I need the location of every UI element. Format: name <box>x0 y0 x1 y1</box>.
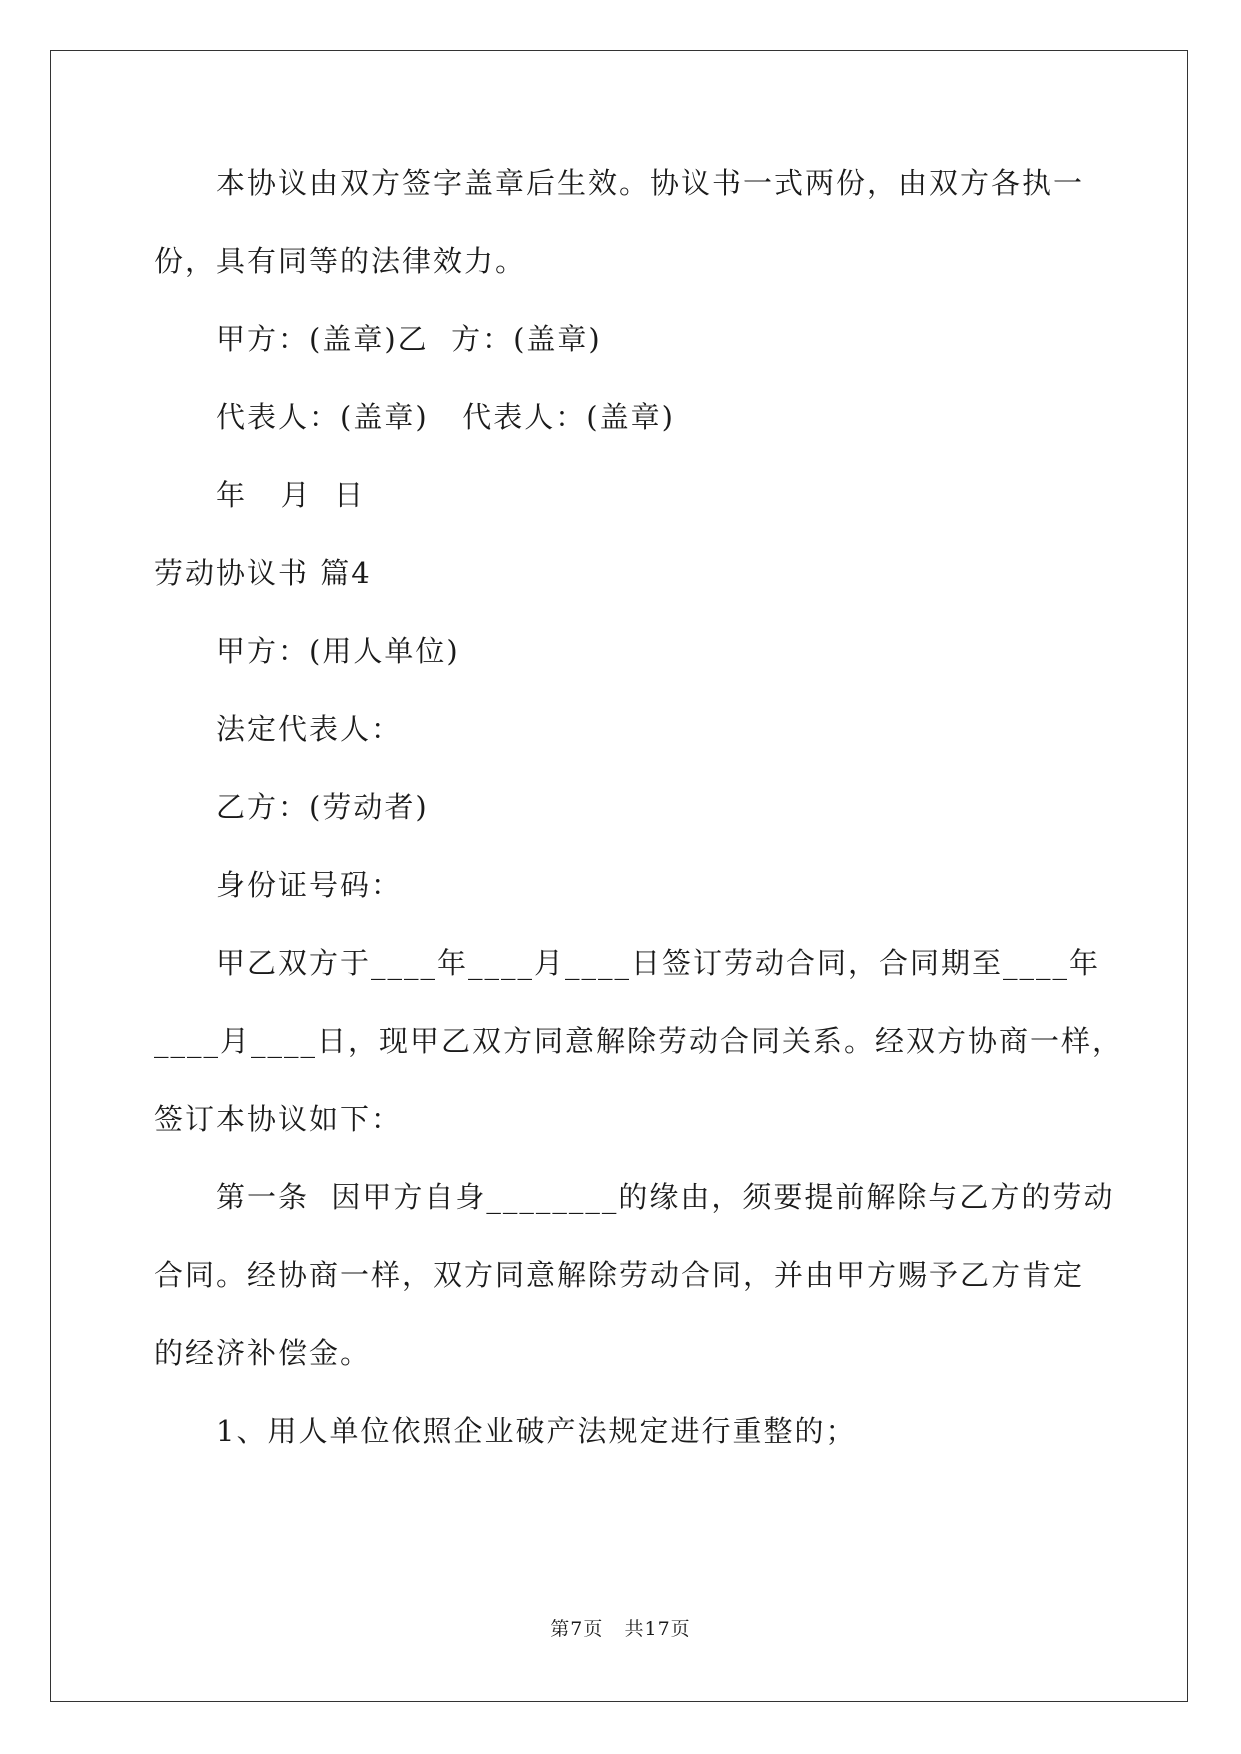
page-number-footer: 第7页 共17页 <box>550 1618 691 1640</box>
legal-representative-line: 法定代表人： <box>216 712 403 746</box>
paragraph-line: 签订本协议如下： <box>154 1102 403 1136</box>
signature-line-party-a: 甲方：(盖章)乙 方：(盖章) <box>216 322 602 356</box>
id-number-line: 身份证号码： <box>216 868 403 902</box>
list-item: 1、用人单位依照企业破产法规定进行重整的； <box>216 1414 857 1448</box>
article-one-line: 第一条 因甲方自身________的缘由，须要提前解除与乙方的劳动 <box>216 1180 1115 1214</box>
paragraph-line: 合同。经协商一样，双方同意解除劳动合同，并由甲方赐予乙方肯定 <box>154 1258 1085 1292</box>
paragraph-line: 本协议由双方签字盖章后生效。协议书一式两份，由双方各执一 <box>216 166 1085 200</box>
paragraph-line: 甲乙双方于____年____月____日签订劳动合同，合同期至____年 <box>216 946 1101 980</box>
date-line: 年 月 日 <box>216 478 366 512</box>
paragraph-line: 的经济补偿金。 <box>154 1336 372 1370</box>
paragraph-line: 份，具有同等的法律效力。 <box>154 244 527 278</box>
paragraph-line: ____月____日，现甲乙双方同意解除劳动合同关系。经双方协商一样， <box>154 1024 1124 1058</box>
party-a-line: 甲方：(用人单位) <box>216 634 460 668</box>
signature-line-representative: 代表人：(盖章) 代表人：(盖章) <box>216 400 675 434</box>
section-heading: 劳动协议书 篇4 <box>154 556 372 590</box>
party-b-line: 乙方：(劳动者) <box>216 790 429 824</box>
